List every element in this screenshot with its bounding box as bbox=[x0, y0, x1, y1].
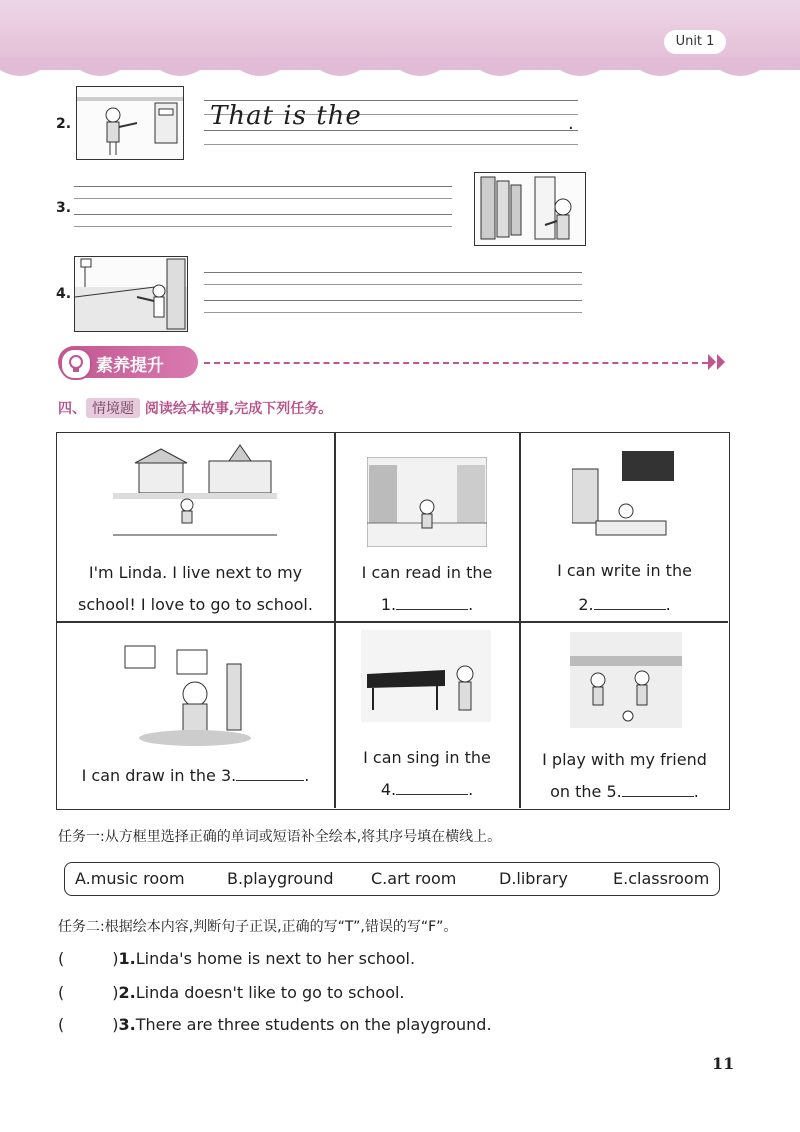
story-panel-5 bbox=[335, 622, 519, 808]
section-divider bbox=[204, 362, 708, 364]
panel-2-line-1: I can read in the bbox=[361, 563, 493, 582]
task-2-instruction: 任务二:根据绘本内容,判断句子正误,正确的写“T”,错误的写“F”。 bbox=[58, 919, 458, 935]
school-houses-illustration bbox=[113, 439, 277, 539]
story-panel-6 bbox=[520, 622, 729, 808]
story-panel-4 bbox=[57, 622, 334, 808]
story-panel-1 bbox=[57, 433, 334, 621]
playground-illustration bbox=[570, 632, 682, 728]
story-grid bbox=[56, 432, 730, 810]
section-title: 四、 情境题 阅读绘本故事,完成下列任务。 bbox=[58, 398, 332, 418]
blank-5[interactable] bbox=[622, 778, 694, 797]
story-panel-3 bbox=[520, 433, 729, 621]
panel-6-line-1: I play with my friend bbox=[542, 750, 707, 769]
handwriting-prompt: That is the bbox=[210, 101, 362, 131]
tf-answer-2[interactable]: ( ) bbox=[58, 983, 119, 1002]
context-tag: 情境题 bbox=[86, 398, 140, 418]
blank-4[interactable] bbox=[396, 776, 468, 795]
question-3-number: 3. bbox=[56, 200, 72, 216]
option-a: A.music room bbox=[75, 869, 185, 888]
question-4-number: 4. bbox=[56, 286, 72, 302]
art-room-illustration bbox=[119, 638, 271, 750]
options-box bbox=[64, 862, 720, 896]
option-d: D.library bbox=[499, 869, 568, 888]
panel-2-answer-line: 1. . bbox=[335, 589, 519, 620]
blank-1[interactable] bbox=[396, 591, 468, 610]
section-badge-label: 素养提升 bbox=[96, 356, 164, 376]
tf-answer-3[interactable]: ( ) bbox=[58, 1015, 119, 1034]
panel-3-line-1: I can write in the bbox=[557, 561, 692, 580]
header-wave bbox=[0, 58, 800, 88]
tf-item-1: ( )1.Linda's home is next to her school. bbox=[58, 949, 416, 968]
picture-boy-pointing-door bbox=[76, 86, 184, 160]
tf-item-3: ( )3.There are three students on the playground. bbox=[58, 1015, 492, 1034]
panel-1-line-1: I'm Linda. I live next to my bbox=[88, 563, 303, 582]
story-panel-2 bbox=[335, 433, 519, 621]
tf-answer-1[interactable]: ( ) bbox=[58, 949, 119, 968]
panel-5-line-1: I can sing in the bbox=[363, 748, 491, 767]
blank-2[interactable] bbox=[594, 591, 666, 610]
option-b: B.playground bbox=[227, 869, 334, 888]
blank-3[interactable] bbox=[236, 762, 304, 781]
unit-badge: Unit 1 bbox=[664, 30, 726, 54]
lightbulb-icon bbox=[60, 348, 92, 380]
panel-6-answer-line: on the 5. . bbox=[520, 776, 729, 807]
double-arrow-icon bbox=[708, 354, 730, 370]
panel-1-line-2: school! I love to go to school. bbox=[78, 595, 313, 614]
end-period: . bbox=[568, 113, 574, 134]
picture-boy-in-library bbox=[474, 172, 586, 246]
library-illustration bbox=[367, 457, 487, 547]
panel-4-answer-line: I can draw in the 3. . bbox=[57, 760, 334, 791]
option-c: C.art room bbox=[371, 869, 457, 888]
classroom-illustration bbox=[572, 449, 682, 545]
page-number: 11 bbox=[712, 1054, 735, 1073]
panel-5-answer-line: 4. . bbox=[335, 774, 519, 805]
picture-girl-pointing-playground bbox=[74, 256, 188, 332]
music-room-illustration bbox=[361, 630, 491, 722]
task-1-instruction: 任务一:从方框里选择正确的单词或短语补全绘本,将其序号填在横线上。 bbox=[58, 829, 502, 845]
panel-3-answer-line: 2. . bbox=[520, 589, 729, 620]
option-e: E.classroom bbox=[613, 869, 710, 888]
question-2-number: 2. bbox=[56, 116, 72, 132]
tf-item-2: ( )2.Linda doesn't like to go to school. bbox=[58, 983, 405, 1002]
